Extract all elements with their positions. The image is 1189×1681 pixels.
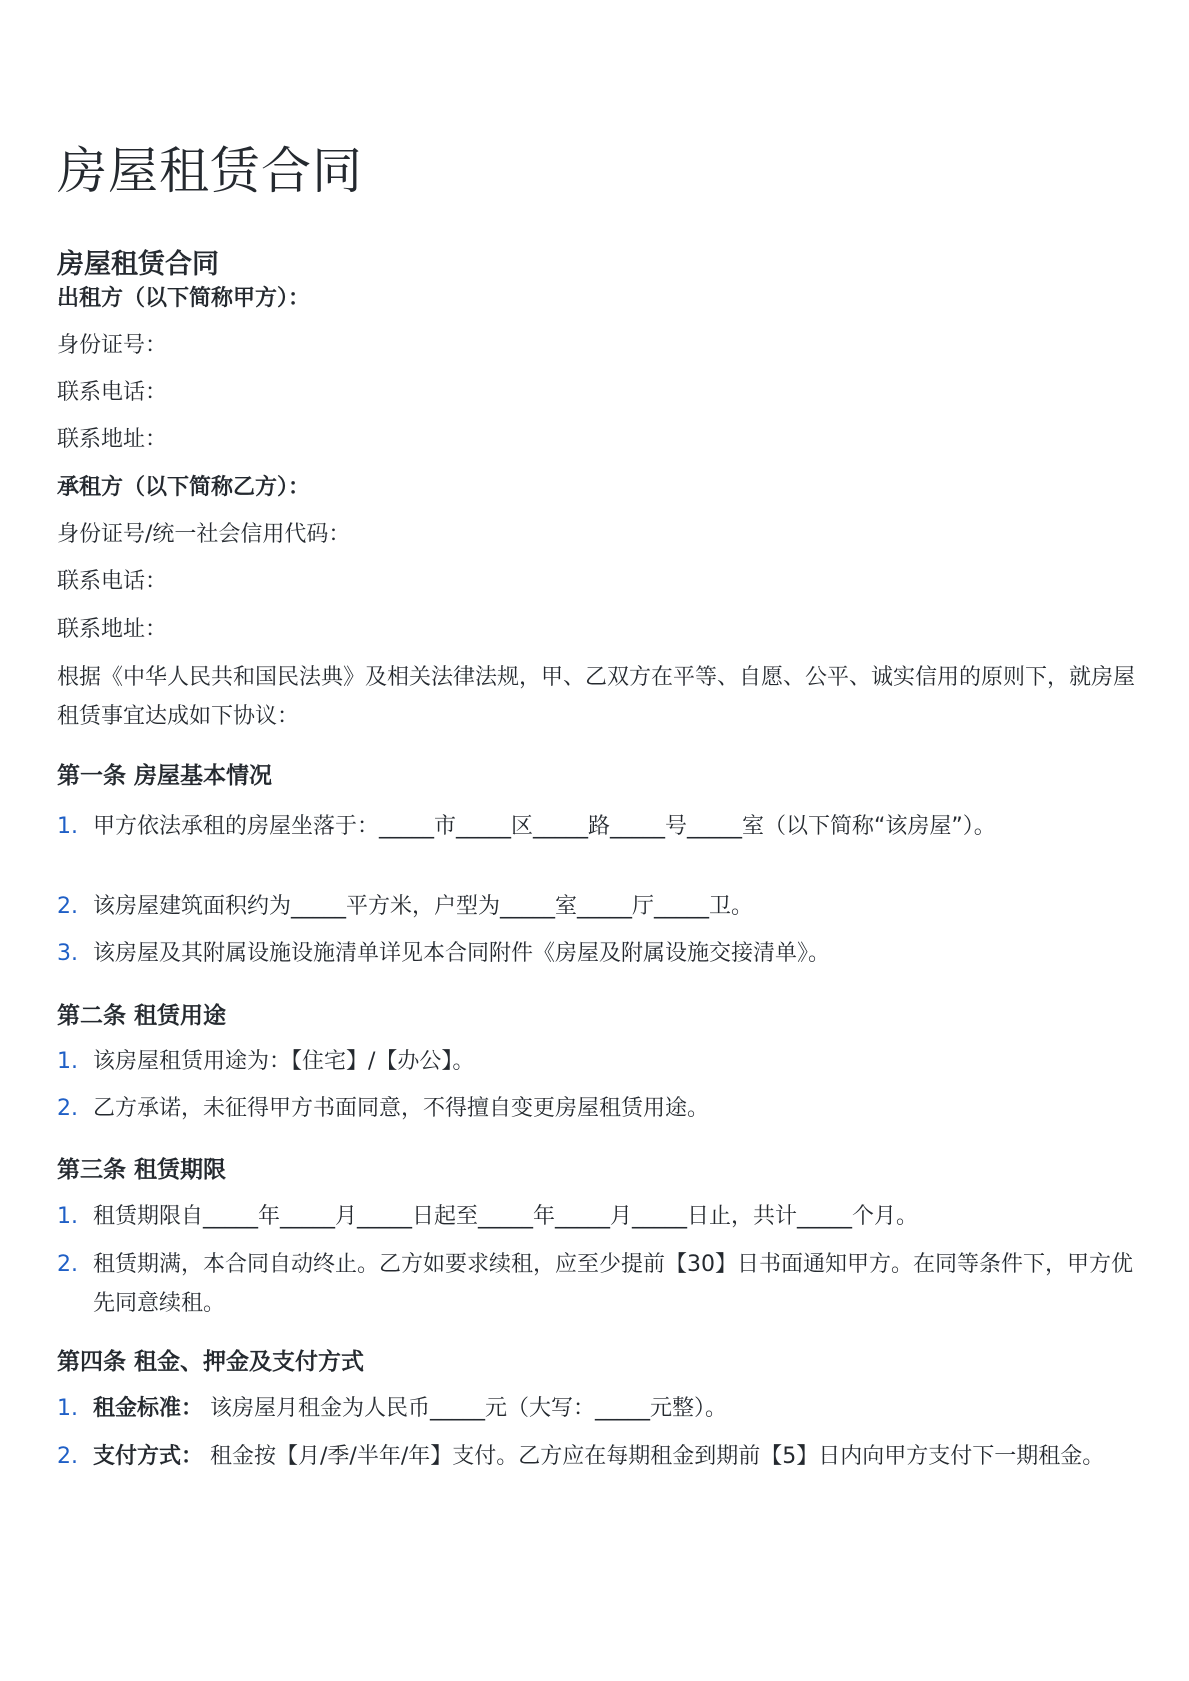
lessor-id-label: 身份证号： [57,333,168,358]
section-3-item-1 [57,1197,1137,1236]
list-item-text: 乙方承诺，未征得甲方书面同意，不得擅自变更房屋租赁用途。 [93,1096,710,1121]
item-label: 租金标准： [93,1396,204,1421]
list-item-text: 租赁期限自_____年_____月_____日起至_____年_____月_____日止，共计_____个月。 [93,1204,919,1229]
lessee-heading: 承租方（以下简称乙方）： [57,475,311,500]
section-4-item-1 [57,1389,1137,1428]
lessee-id-label: 身份证号/统一社会信用代码： [57,522,351,547]
list-number: 3. [57,941,78,966]
preamble-paragraph: 根据《中华人民共和国民法典》及相关法律法规，甲、乙双方在平等、自愿、公平、诚实信用的原则下，就房屋租赁事宜达成如下协议： [57,665,1136,729]
list-number: 2. [57,894,78,919]
list-number: 2. [57,1252,78,1277]
item-label: 支付方式： [93,1444,204,1469]
section-4-item-2 [57,1437,1137,1476]
list-number: 1. [57,1204,78,1229]
list-item-text [93,1437,1137,1476]
list-item-text: 该房屋建筑面积约为_____平方米，户型为_____室_____厅_____卫。 [93,894,754,919]
section-1-item-2 [57,887,1137,926]
lessee-phone-label: 联系电话： [57,569,168,594]
list-item-text: 甲方依法承租的房屋坐落于：_____市_____区_____路_____号_____室（以下简称“该房屋”）。 [93,814,996,839]
lessee-address-label: 联系地址： [57,617,168,642]
item-body: 该房屋月租金为人民币_____元（大写：_____元整）。 [210,1396,728,1421]
list-number: 1. [57,1396,78,1421]
lessor-heading: 出租方（以下简称甲方）： [57,286,311,311]
section-2-item-1 [57,1042,1137,1081]
lessor-address-label: 联系地址： [57,427,168,452]
lessor-phone-label: 联系电话： [57,380,168,405]
list-number: 1. [57,1049,78,1074]
list-number: 1. [57,814,78,839]
document-title: 房屋租赁合同 [57,142,363,200]
section-1-item-3 [57,934,1137,973]
list-number: 2. [57,1444,78,1469]
section-2-title: 第二条 租赁用途 [57,1003,227,1029]
list-item-text: 该房屋租赁用途为：【住宅】/【办公】。 [93,1049,475,1074]
list-item-text [93,1389,1137,1428]
section-1-title: 第一条 房屋基本情况 [57,763,273,789]
item-body: 租金按【月/季/半年/年】支付。乙方应在每期租金到期前【5】日内向甲方支付下一期租金。 [210,1444,1105,1469]
section-3-item-2 [57,1245,1137,1323]
list-item-text: 该房屋及其附属设施设施清单详见本合同附件《房屋及附属设施交接清单》。 [93,941,831,966]
list-item-text: 租赁期满，本合同自动终止。乙方如要求续租，应至少提前【30】日书面通知甲方。在同等条件下，甲方优先同意续租。 [93,1252,1133,1316]
list-number: 2. [57,1096,78,1121]
section-4-title: 第四条 租金、押金及支付方式 [57,1349,365,1375]
document-subtitle: 房屋租赁合同 [57,249,219,280]
section-3-title: 第三条 租赁期限 [57,1157,227,1183]
section-1-item-1 [57,807,1137,846]
section-2-item-2 [57,1089,1137,1128]
